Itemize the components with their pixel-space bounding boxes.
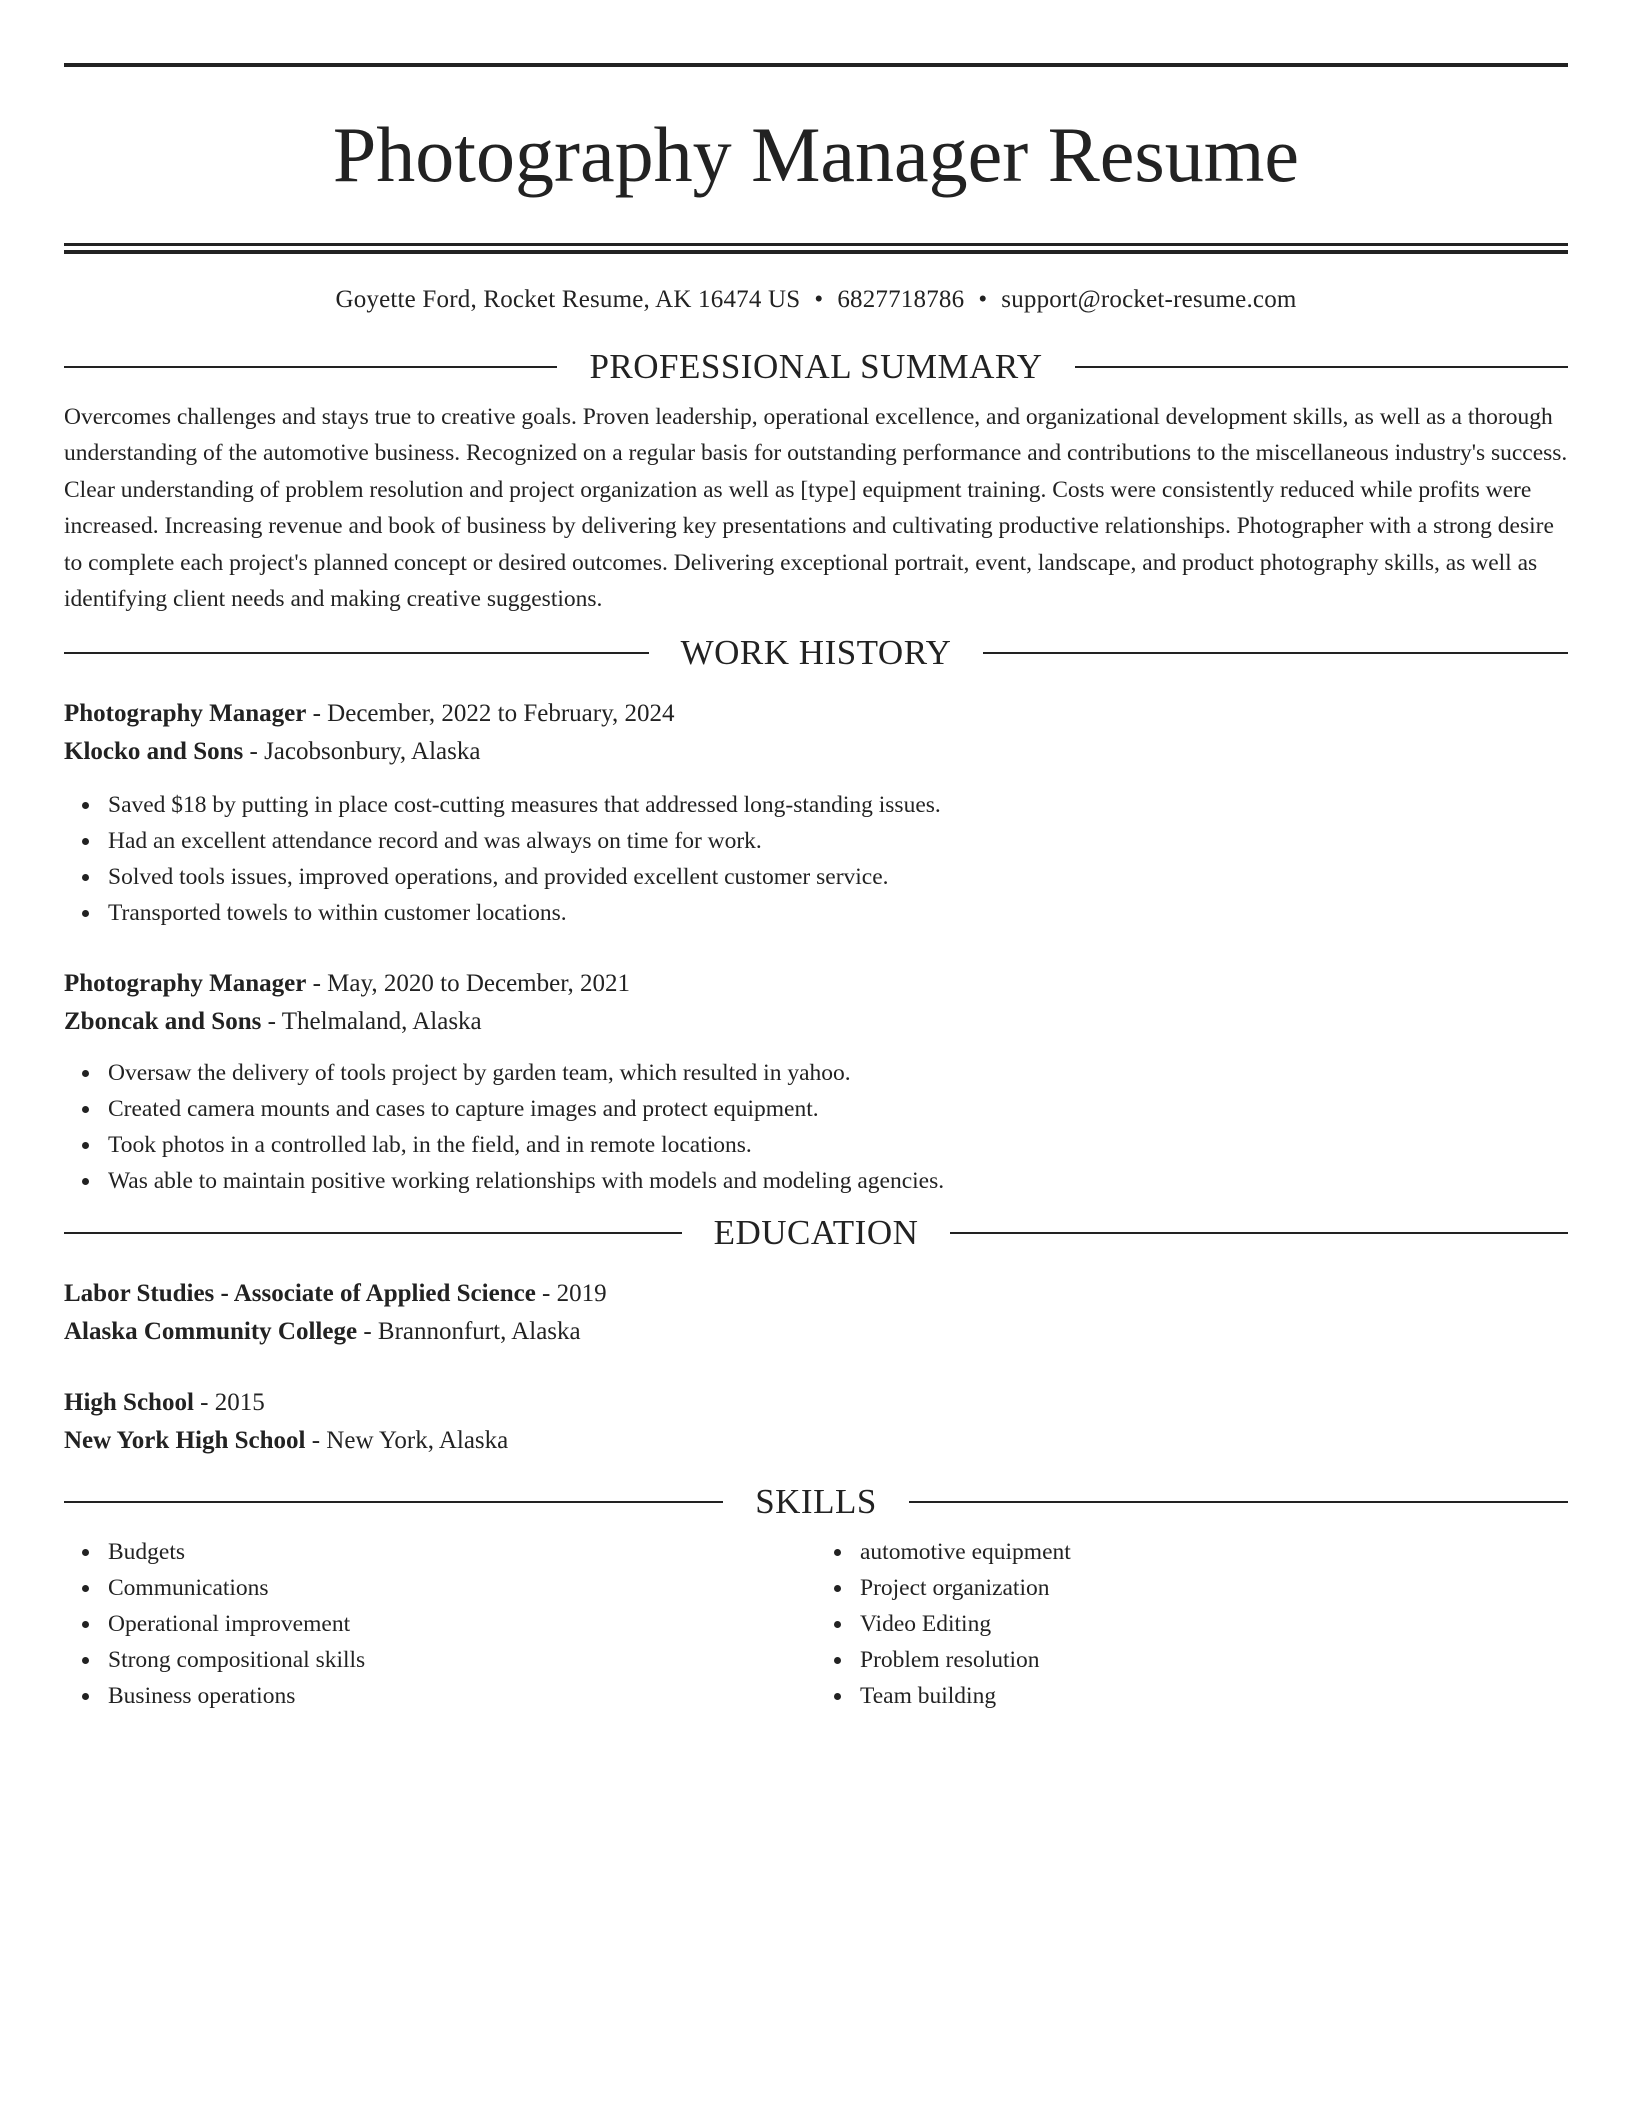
work-section-heading — [64, 633, 1568, 673]
skills-heading-label: SKILLS — [755, 1482, 877, 1522]
contact-separator: • — [978, 286, 988, 313]
heading-rule-right — [950, 1232, 1568, 1234]
contact-email: support@rocket-resume.com — [1001, 286, 1297, 313]
education-school-line — [64, 1313, 1568, 1351]
job-location: - Thelmaland, Alaska — [261, 1008, 482, 1036]
heading-rule-left — [64, 652, 649, 654]
job-bullets — [64, 1055, 1568, 1199]
summary-heading-label: PROFESSIONAL SUMMARY — [589, 347, 1043, 386]
skill-item: Project organization — [860, 1570, 1568, 1606]
contact-line — [64, 284, 1568, 316]
job-bullets — [64, 787, 1568, 931]
list-item: Solved tools issues, improved operations, and provided excellent customer service. — [108, 859, 1568, 895]
contact-separator: • — [814, 286, 824, 313]
job-title: Photography Manager — [64, 700, 307, 728]
skill-item: Operational improvement — [108, 1606, 816, 1642]
job-dates: - May, 2020 to December, 2021 — [306, 970, 631, 998]
list-item: Had an excellent attendance record and was always on time for work. — [108, 823, 1568, 859]
education-section-heading — [64, 1213, 1568, 1253]
education-school-line — [64, 1422, 1568, 1460]
job-dates: - December, 2022 to February, 2024 — [306, 700, 675, 728]
summary-section-heading — [64, 347, 1568, 387]
heading-rule-left — [64, 1501, 723, 1503]
resume-title: Photography Manager Resume — [332, 111, 1300, 198]
skills-column-right — [816, 1534, 1568, 1714]
education-school: New York High School — [64, 1427, 306, 1455]
job-company-line — [64, 733, 1568, 771]
skill-item: Problem resolution — [860, 1642, 1568, 1678]
heading-rule-right — [1075, 366, 1568, 368]
education-degree: Labor Studies - Associate of Applied Science — [64, 1280, 536, 1308]
job-title-line — [64, 965, 1568, 1003]
list-item: Took photos in a controlled lab, in the field, and in remote locations. — [108, 1127, 1568, 1163]
skill-item: Strong compositional skills — [108, 1642, 816, 1678]
education-heading-label: EDUCATION — [713, 1213, 919, 1253]
list-item: Saved $18 by putting in place cost-cutting measures that addressed long-standing issues. — [108, 787, 1568, 823]
list-item: Oversaw the delivery of tools project by garden team, which resulted in yahoo. — [108, 1055, 1568, 1091]
job-entry — [64, 965, 1568, 1199]
job-location: - Jacobsonbury, Alaska — [243, 738, 481, 766]
skills-column-left — [64, 1534, 816, 1714]
skill-item: automotive equipment — [860, 1534, 1568, 1570]
list-item: Created camera mounts and cases to capture images and protect equipment. — [108, 1091, 1568, 1127]
job-company: Klocko and Sons — [64, 738, 244, 766]
education-year: - 2019 — [535, 1280, 607, 1308]
contact-address: Goyette Ford, Rocket Resume, AK 16474 US — [335, 286, 801, 313]
work-heading-label: WORK HISTORY — [680, 633, 952, 673]
skill-item: Team building — [860, 1678, 1568, 1714]
job-company: Zboncak and Sons — [64, 1008, 262, 1036]
skill-item: Budgets — [108, 1534, 816, 1570]
heading-rule-right — [983, 652, 1568, 654]
job-entry — [64, 695, 1568, 931]
education-degree: High School — [64, 1389, 194, 1417]
education-degree-line — [64, 1275, 1568, 1313]
education-school: Alaska Community College — [64, 1318, 358, 1346]
title-double-rule — [64, 243, 1568, 254]
education-entry — [64, 1275, 1568, 1351]
heading-rule-right — [909, 1501, 1568, 1503]
job-company-line — [64, 1003, 1568, 1041]
skills-grid — [64, 1534, 1568, 1714]
heading-rule-left — [64, 1232, 682, 1234]
heading-rule-left — [64, 366, 557, 368]
job-title-line — [64, 695, 1568, 733]
education-degree-line — [64, 1384, 1568, 1422]
skill-item: Business operations — [108, 1678, 816, 1714]
list-item: Transported towels to within customer locations. — [108, 895, 1568, 931]
education-year: - 2015 — [193, 1389, 265, 1417]
skill-item: Video Editing — [860, 1606, 1568, 1642]
contact-phone: 6827718786 — [837, 286, 965, 313]
skill-item: Communications — [108, 1570, 816, 1606]
skills-section-heading — [64, 1482, 1568, 1522]
list-item: Was able to maintain positive working relationships with models and modeling agencies. — [108, 1163, 1568, 1199]
summary-paragraph: Overcomes challenges and stays true to creative goals. Proven leadership, operational excellence, and organizational development skills, as well as a thorough understanding of the automotive business. Recognized on a regular basis for outstanding performance and contributions to the miscellaneous industry's success. Clear understanding of problem resolution and project organization as well as [type] equipment training. Costs were consistently reduced while profits were increased. Increasing revenue and book of business by delivering key presentations and cultivating productive relationships. Photographer with a strong desire to complete each project's planned concept or desired outcomes. Delivering exceptional portrait, event, landscape, and product photography skills, as well as identifying client needs and making creative suggestions. — [64, 404, 1568, 613]
education-location: - Brannonfurt, Alaska — [357, 1318, 581, 1346]
job-title: Photography Manager — [64, 970, 307, 998]
education-location: - New York, Alaska — [305, 1427, 509, 1455]
education-entry — [64, 1384, 1568, 1460]
